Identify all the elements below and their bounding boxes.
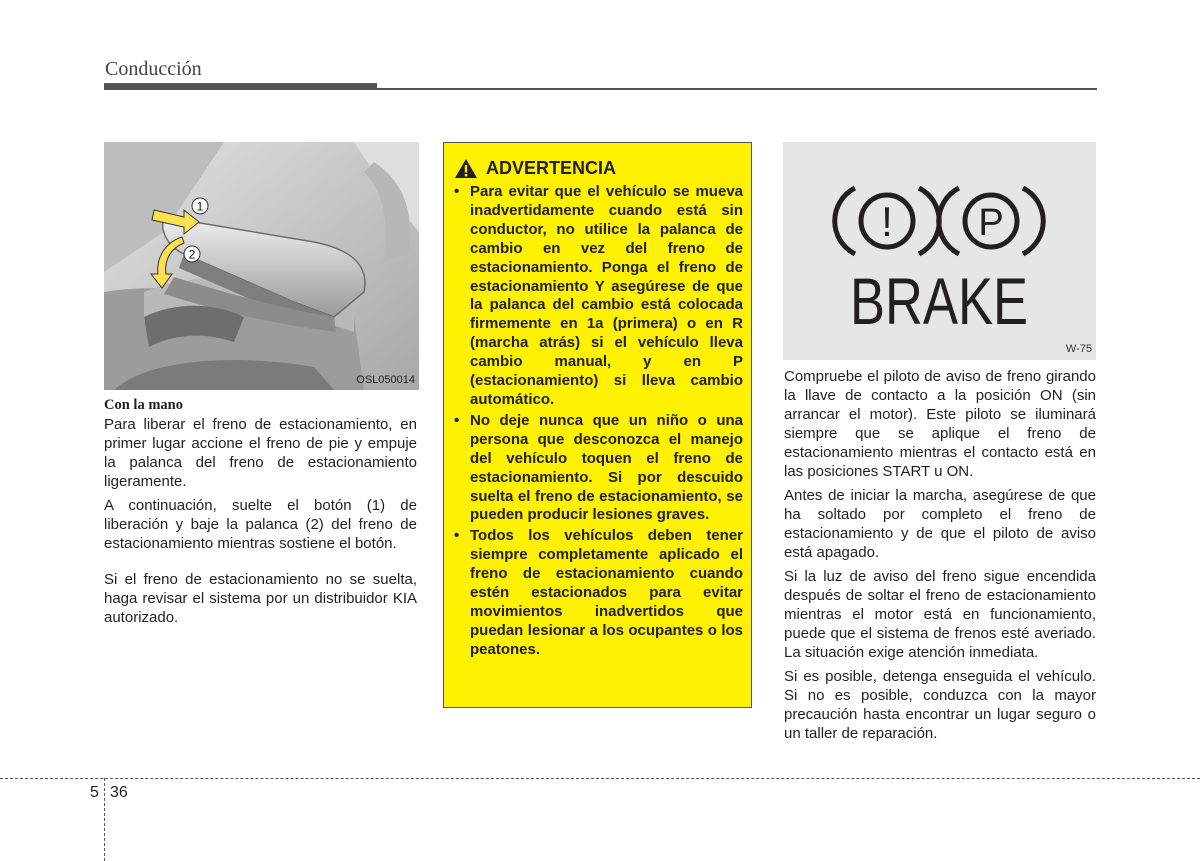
footer-rule — [0, 778, 1200, 779]
warning-item — [454, 527, 743, 659]
parking-symbol: P — [978, 202, 1004, 244]
bullet: • — [454, 527, 460, 545]
warning-box — [443, 142, 752, 708]
exclamation-symbol: ! — [881, 198, 893, 245]
page-index: 36 — [110, 784, 128, 801]
warning-item-text: Para evitar que el vehículo se mueva inadvertidamente cuando está sin conductor, no utilice la palanca de cambio en vez del freno de estacionamiento. Ponga el freno de estacionamiento Y asegúrese de que la palanca del cambio está colocada firmemente en 1a (primera) o en R (marcha atrás) si el vehículo lleva cambio manual, y en P (estacionamiento) si lleva cambio automático. — [470, 183, 743, 408]
warning-list — [454, 183, 743, 660]
brake-warning-icon — [783, 142, 1096, 360]
header-rule — [104, 88, 1097, 90]
paragraph: Para liberar el freno de estacionamiento, en primer lugar accione el freno de pie y empuje la palanca del freno de estacionamiento ligeramente. — [104, 416, 417, 490]
paragraph: Si el freno de estacionamiento no se suelta, haga revisar el sistema por un distribuidor KIA autorizado. — [104, 571, 417, 626]
warning-item — [454, 412, 743, 525]
parking-brake-illustration — [104, 142, 419, 390]
paragraph: Antes de iniciar la marcha, asegúrese de que ha soltado por completo el freno de estacionamiento y de que el piloto de aviso está apagado. — [784, 487, 1096, 561]
footer-divider — [104, 778, 105, 861]
brake-label: BRAKE — [850, 264, 1028, 338]
warning-header — [454, 155, 743, 181]
warning-icon — [454, 158, 478, 179]
paragraph: Si la luz de aviso del freno sigue encendida después de soltar el freno de estacionamiento mientras el motor está en funcionamiento, puede que el sistema de frenos esté averiado. La situación exige atención inmediata. — [784, 568, 1096, 661]
subheading: Con la mano — [104, 397, 183, 413]
paragraph: Compruebe el piloto de aviso de freno girando la llave de contacto a la posición ON (sin arrancar el motor). Este piloto se iluminará siempre que se aplique el freno de estacionamiento mientras el contacto está en las posiciones START u ON. — [784, 368, 1096, 480]
callout-2: 2 — [188, 247, 196, 262]
figure-code: W-75 — [1065, 343, 1092, 355]
warning-item — [454, 183, 743, 410]
bullet: • — [454, 183, 460, 200]
warning-item-text: No deje nunca que un niño o una persona que desconozca el manejo del vehículo toquen el freno de estacionamiento. Si por descuido suelta el freno de estacionamiento, se pueden producir lesiones graves. — [470, 411, 743, 524]
left-column — [104, 395, 417, 632]
paragraph: Si es posible, detenga enseguida el vehículo. Si no es posible, conduzca con la mayor precaución hasta encontrar un lugar seguro o un taller de reparación. — [784, 668, 1096, 742]
brake-warning-symbol-panel — [783, 142, 1096, 360]
warning-item-text: Todos los vehículos deben tener siempre completamente aplicado el freno de estacionamiento cuando estén estacionados para evitar movimientos inadvertidos que puedan lesionar a los ocupantes o los peatones. — [470, 527, 743, 658]
right-column — [784, 367, 1096, 748]
section-title: Conducción — [105, 58, 202, 80]
callout-1: 1 — [196, 199, 204, 214]
chapter-number: 5 — [90, 784, 99, 801]
paragraph: A continuación, suelte el botón (1) de liberación y baje la palanca (2) del freno de estacionamiento mientras sostiene el botón. — [104, 497, 417, 552]
bullet: • — [454, 411, 460, 429]
photo-code: OSL050014 — [356, 374, 415, 386]
warning-title: ADVERTENCIA — [486, 157, 617, 178]
parking-brake-photo — [104, 142, 419, 390]
